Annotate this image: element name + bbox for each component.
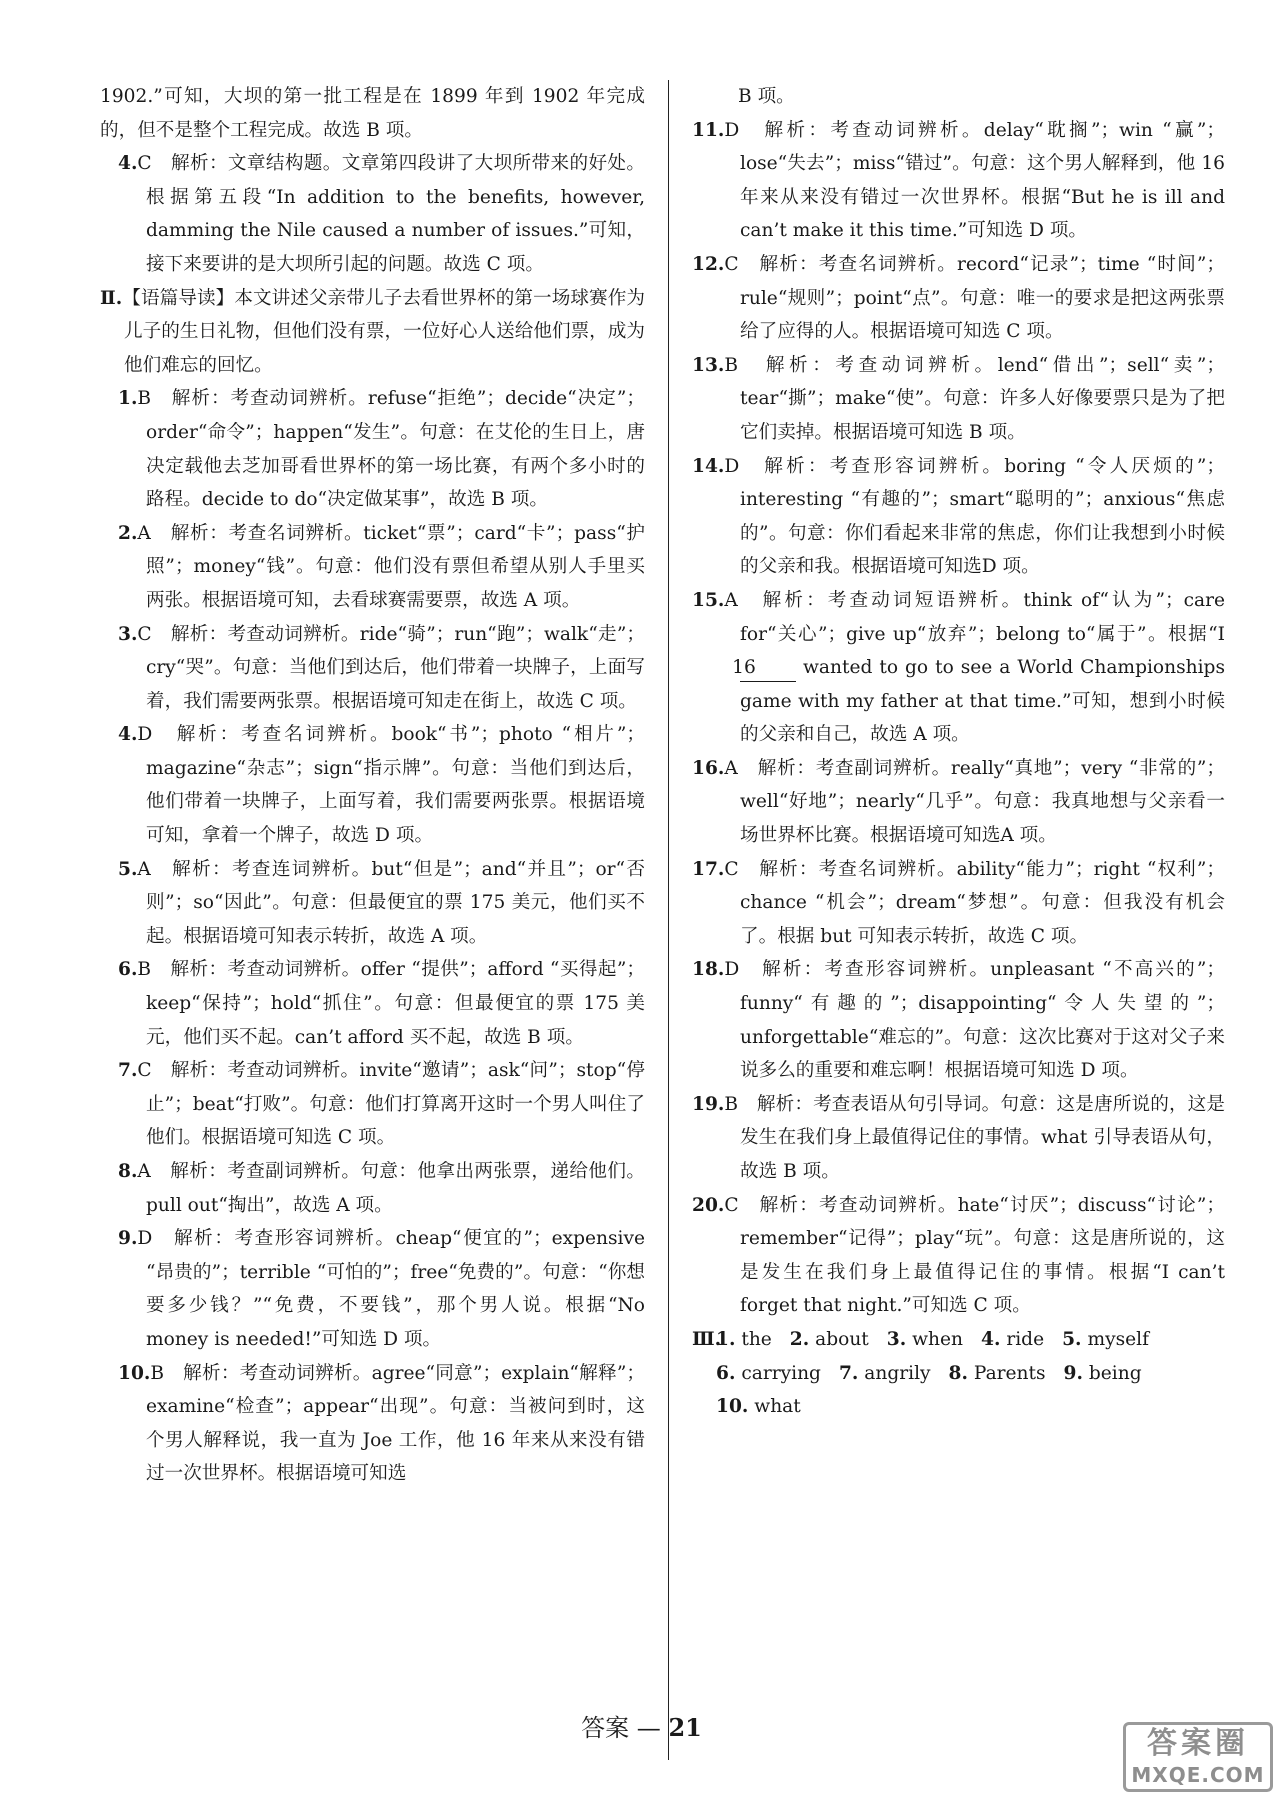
answer-entry xyxy=(949,1357,1046,1391)
item-text: 1902.”可知，大坝的第一批工程是在 1899 年到 1902 年完成的，但不是整个工程完成。故选 B 项。 xyxy=(100,86,645,141)
answer-word: carrying xyxy=(741,1362,821,1384)
item-text: 【语篇导读】本文讲述父亲带儿子去看世界杯的第一场球赛作为儿子的生日礼物，但他们没有票，一位好心人送给他们票，成为他们难忘的回忆。 xyxy=(122,287,645,376)
item-number: 4. xyxy=(118,153,138,175)
section-3-answers xyxy=(692,1323,1225,1424)
item-text: B 解析：考查动词辨析。lend“借出”；sell“卖”；tear“撕”；make“使”。句意：许多人好像要票只是为了把它们卖掉。根据语境可知选 B 项。 xyxy=(724,354,1225,443)
item-text: C 解析：考查动词辨析。hate“讨厌”；discuss“讨论”；remember“记得”；play“玩”。句意：这是唐所说的，这是发生在我们身上最值得记住的事情。根据“I can’t forget that night.”可知选 C 项。 xyxy=(724,1194,1225,1317)
answer-item xyxy=(692,1189,1225,1323)
answer-entry xyxy=(1062,1323,1149,1357)
answer-number: 8. xyxy=(948,1362,968,1384)
answer-word: myself xyxy=(1087,1328,1149,1350)
answer-number: 5. xyxy=(1062,1328,1082,1350)
answer-item xyxy=(100,853,645,954)
item-number: 12. xyxy=(692,253,725,275)
item-text: wanted to go to see a World Championships game with my father at that time.”可知，想到小时候的父亲和自己，故选 A 项。 xyxy=(740,657,1225,746)
answer-number: 7. xyxy=(838,1362,859,1384)
section-number: Ⅲ. xyxy=(692,1328,722,1350)
section-number: Ⅱ. xyxy=(100,287,123,309)
answer-number: 9. xyxy=(1063,1362,1083,1384)
answer-word: about xyxy=(815,1328,869,1350)
answer-item xyxy=(692,853,1225,954)
answer-number: 2. xyxy=(789,1328,810,1350)
answer-row xyxy=(716,1390,1225,1424)
item-number: 9. xyxy=(118,1228,138,1250)
item-text: D 解析：考查名词辨析。book“书”；photo “相片”；magazine“杂志”；sign“指示牌”。句意：当他们到达后，他们带着一块牌子，上面写着，我们需要两张票。根据语境可知，拿着一个牌子，故选 D 项。 xyxy=(137,724,645,847)
item-number: 16. xyxy=(692,757,725,779)
answer-number: 3. xyxy=(886,1328,907,1350)
item-text: B 项。 xyxy=(738,86,795,107)
item-number: 6. xyxy=(118,959,138,981)
item-number: 2. xyxy=(118,522,138,544)
item-number: 4. xyxy=(118,724,138,746)
answer-word: Parents xyxy=(973,1362,1046,1384)
item-text: D 解析：考查形容词辨析。unpleasant “不高兴的”；funny“有趣的”；disappointing“令人失望的”；unforgettable“难忘的”。句意：这次比赛对于这对父子来说多么的重要和难忘啊！根据语境可知选 D 项。 xyxy=(724,959,1225,1082)
answer-number: 4. xyxy=(981,1328,1001,1350)
answer-entry xyxy=(790,1323,869,1357)
item-text: C 解析：考查名词辨析。record“记录”；time “时间”；rule“规则”；point“点”。句意：唯一的要求是把这两张票给了应得的人。根据语境可知选 C 项。 xyxy=(724,253,1225,343)
answer-item xyxy=(100,1357,645,1491)
answer-word: when xyxy=(912,1328,963,1350)
item-text: B 解析：考查动词辨析。refuse“拒绝”；decide“决定”；order“命令”；happen“发生”。句意：在艾伦的生日上，唐决定载他去芝加哥看世界杯的第一场比赛，有两个多小时的路程。decide to do“决定做某事”，故选 B 项。 xyxy=(137,388,645,511)
answer-row xyxy=(716,1357,1225,1391)
item-text: B 解析：考查动词辨析。agree“同意”；explain“解释”；examine“检查”；appear“出现”。句意：当被问到时，这个男人解释说，我一直为 Joe 工作，他 16 年来从来没有错过一次世界杯。根据语境可知选 xyxy=(146,1362,645,1485)
answer-item xyxy=(100,1222,645,1356)
item-text: D 解析：考查动词辨析。delay“耽搁”；win “赢”；lose“失去”；miss“错过”。句意：这个男人解释到，他 16 年来从来没有错过一次世界杯。根据“But he is ill and can’t make it this time.”可知选 D 项。 xyxy=(724,119,1225,242)
page-number: 21 xyxy=(668,1713,702,1742)
watermark-line-1: 答案圈 xyxy=(1147,1726,1249,1761)
right-column xyxy=(692,80,1225,1424)
answer-item xyxy=(692,248,1225,349)
item-text: A 解析：考查副词辨析。句意：他拿出两张票，递给他们。pull out“掏出”，故选 A 项。 xyxy=(137,1161,645,1216)
item-number: 10. xyxy=(118,1362,151,1384)
answer-item xyxy=(692,953,1225,1087)
answer-entry xyxy=(716,1357,821,1391)
watermark-line-2: MXQE.COM xyxy=(1131,1763,1265,1787)
column-divider xyxy=(668,80,669,1760)
item-text: A 解析：考查副词辨析。really“真地”；very “非常的”；well“好地”；nearly“几乎”。句意：我真地想与父亲看一场世界杯比赛。根据语境可知选A 项。 xyxy=(724,757,1225,847)
item-text: A 解析：考查名词辨析。ticket“票”；card“卡”；pass“护照”；money“钱”。句意：他们没有票但希望从别人手里买两张。根据语境可知，去看球赛需要票，故选 A 项。 xyxy=(137,522,645,611)
answer-item xyxy=(100,147,645,281)
answer-item xyxy=(692,1088,1225,1189)
item-number: 11. xyxy=(692,119,725,141)
item-text: C 解析：考查动词辨析。ride“骑”；run“跑”；walk“走”；cry“哭”。句意：当他们到达后，他们带着一块牌子，上面写着，我们需要两张票。根据语境可知走在街上，故选 C 项。 xyxy=(137,623,645,712)
item-text: A 解析：考查动词短语辨析。think of“认为”；care for“关心”；give up“放弃”；belong to“属于”。根据“I xyxy=(724,589,1225,645)
item-number: 20. xyxy=(692,1194,725,1216)
answer-item xyxy=(100,718,645,852)
item-number: 7. xyxy=(118,1060,138,1082)
item-text: C 解析：文章结构题。文章第四段讲了大坝所带来的好处。根据第五段“In addition to the benefits, however, damming the Nile caused a number of issues.”可知，接下来要讲的是大坝所引起的问题。故选 C 项。 xyxy=(137,153,645,275)
answer-item xyxy=(692,752,1225,853)
answer-item xyxy=(692,450,1225,584)
item-number: 17. xyxy=(692,858,725,880)
item-number: 3. xyxy=(118,623,138,645)
item-number: 5. xyxy=(118,858,138,880)
answer-item xyxy=(692,584,1225,752)
item-text: C 解析：考查名词辨析。ability“能力”；right “权利”；chance “机会”；dream“梦想”。句意：但我没有机会了。根据 but 可知表示转折，故选 C 项。 xyxy=(724,858,1225,947)
page-footer xyxy=(0,1708,1283,1743)
answer-entry xyxy=(1064,1357,1142,1391)
answer-entry xyxy=(839,1357,931,1391)
item-number: 1. xyxy=(118,388,138,410)
item-text: B 解析：考查表语从句引导词。句意：这是唐所说的，这是发生在我们身上最值得记住的事情。what 引导表语从句，故选 B 项。 xyxy=(724,1093,1225,1182)
answer-continuation xyxy=(692,80,1225,114)
answer-item xyxy=(100,953,645,1054)
footer-label: 答案 — xyxy=(581,1714,661,1742)
item-number: 8. xyxy=(118,1161,138,1182)
item-text: C 解析：考查动词辨析。invite“邀请”；ask“问”；stop“停止”；beat“打败”。句意：他们打算离开这时一个男人叫住了他们。根据语境可知选 C 项。 xyxy=(137,1060,645,1149)
answer-item xyxy=(100,517,645,618)
answer-entry xyxy=(981,1323,1044,1357)
answer-entry xyxy=(887,1323,963,1357)
item-number: 19. xyxy=(692,1093,725,1115)
watermark-logo xyxy=(1123,1722,1273,1792)
item-number: 14. xyxy=(692,455,725,477)
answer-item xyxy=(692,349,1225,450)
answer-word: the xyxy=(741,1328,772,1350)
answer-word: what xyxy=(754,1396,801,1418)
answer-item xyxy=(692,114,1225,248)
item-text: A 解析：考查连词辨析。but“但是”；and“并且”；or“否则”；so“因此”。句意：但最便宜的票 175 美元，他们买不起。根据语境可知表示转折，故选 A 项。 xyxy=(137,858,645,947)
left-column xyxy=(100,80,645,1491)
answer-number: 6. xyxy=(716,1362,736,1384)
answer-entry xyxy=(716,1390,801,1424)
answer-row xyxy=(716,1323,1225,1357)
answer-word: ride xyxy=(1006,1328,1045,1350)
answer-word: being xyxy=(1088,1362,1142,1384)
item-number: 15. xyxy=(692,589,725,611)
item-text: D 解析：考查形容词辨析。cheap“便宜的”；expensive “昂贵的”；terrible “可怕的”；free“免费的”。句意：“你想要多少钱？”“免费，不要钱”，那个男人说。根据“No money is needed!”可知选 D 项。 xyxy=(137,1228,645,1350)
answer-item xyxy=(100,618,645,719)
item-text: D 解析：考查形容词辨析。boring “令人厌烦的”；interesting “有趣的”；smart“聪明的”；anxious“焦虑的”。句意：你们看起来非常的焦虑，你们让我想到小时候的父亲和我。根据语境可知选D 项。 xyxy=(724,455,1225,578)
item-number: 18. xyxy=(692,959,725,981)
answer-item xyxy=(100,382,645,516)
blank-reference: 16 xyxy=(740,655,796,682)
item-text: B 解析：考查动词辨析。offer “提供”；afford “买得起”；keep“保持”；hold“抓住”。句意：但最便宜的票 175 美元，他们买不起。can’t afford 买不起，故选 B 项。 xyxy=(137,959,645,1048)
answer-number: 10. xyxy=(716,1396,749,1418)
item-number: 13. xyxy=(692,354,725,376)
answer-item xyxy=(100,1155,645,1222)
answer-word: angrily xyxy=(864,1362,931,1384)
section-2-intro xyxy=(100,282,645,383)
answer-item xyxy=(100,1054,645,1155)
answer-number: 1. xyxy=(716,1328,736,1350)
answer-entry xyxy=(716,1323,772,1357)
answer-continuation xyxy=(100,80,645,147)
